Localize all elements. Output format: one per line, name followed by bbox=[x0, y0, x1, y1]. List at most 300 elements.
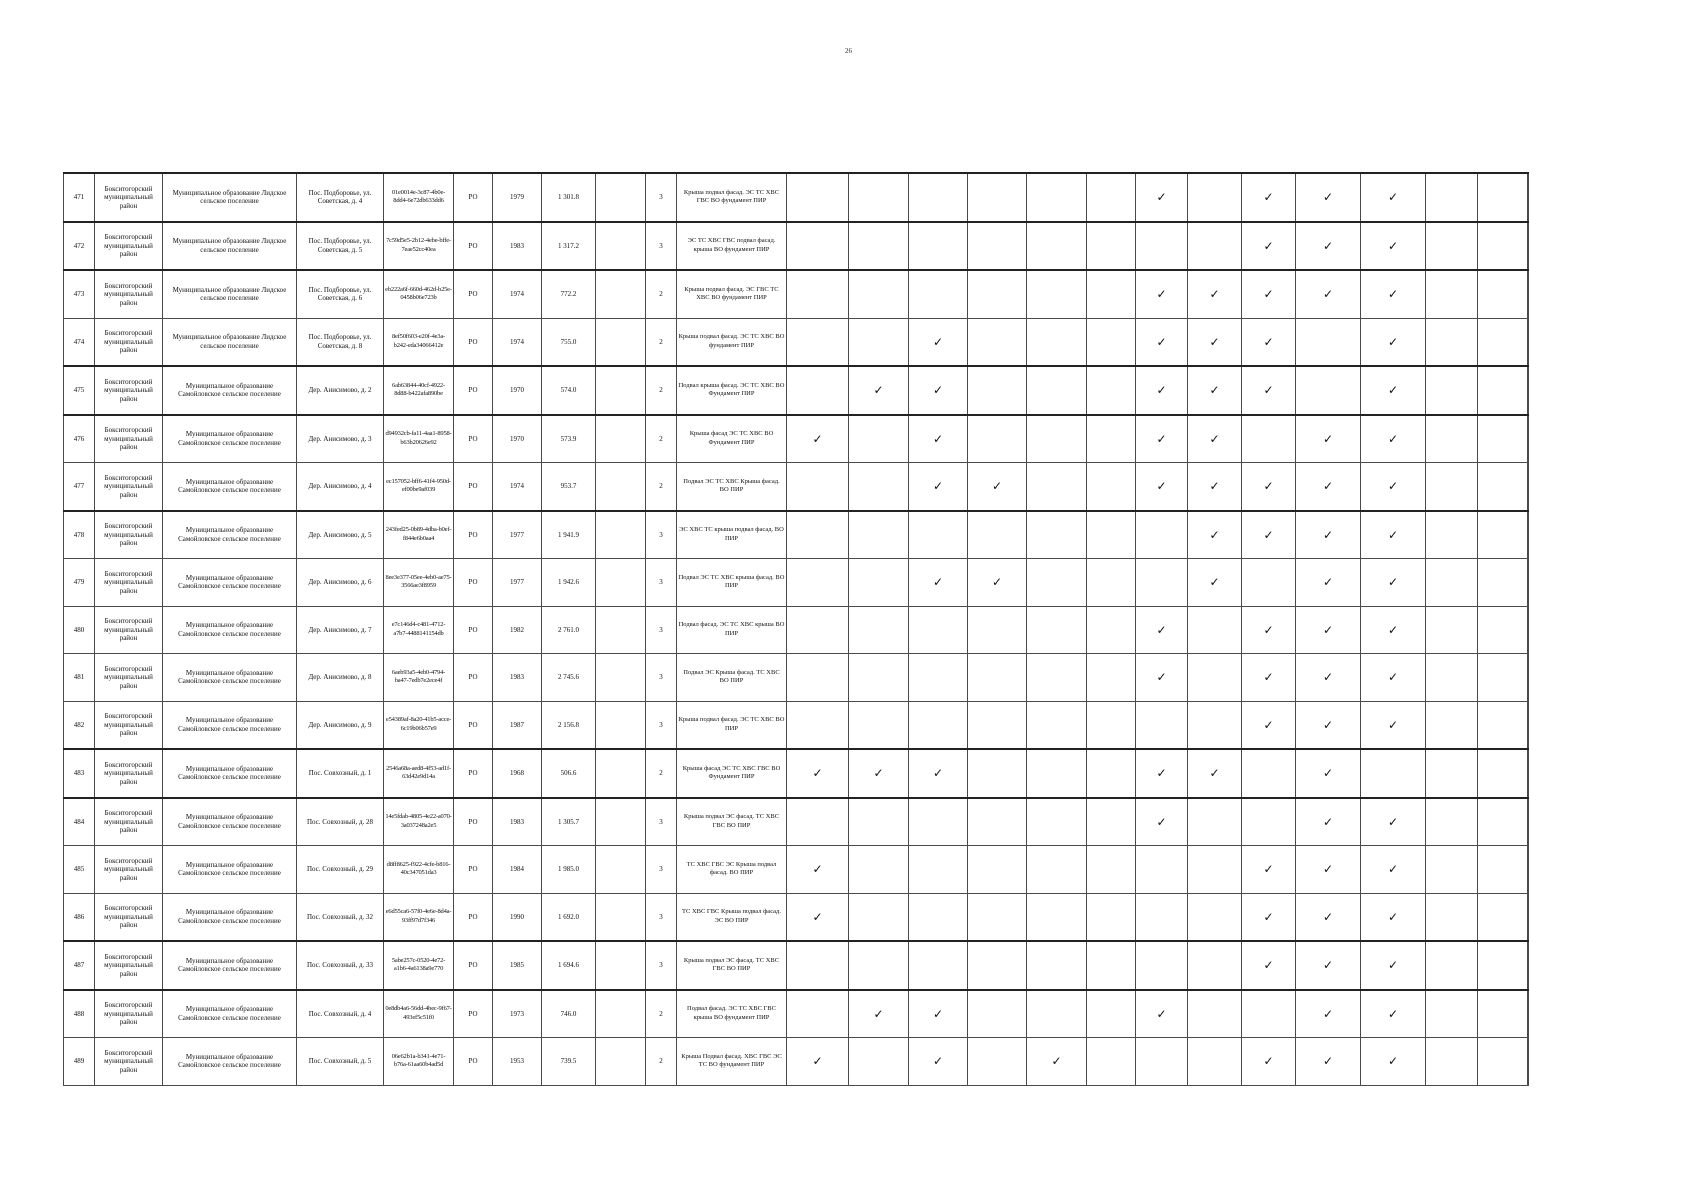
floors-cell: 3 bbox=[646, 798, 677, 846]
row-number-cell: 479 bbox=[64, 559, 95, 607]
district-cell: Бокситогорский муниципальный район bbox=[95, 173, 163, 222]
empty-check-cell bbox=[968, 846, 1027, 894]
empty-check-cell bbox=[968, 173, 1027, 222]
district-cell: Бокситогорский муниципальный район bbox=[95, 701, 163, 749]
empty-check-cell bbox=[1296, 318, 1361, 366]
checkmark-cell: ✓ bbox=[849, 990, 909, 1038]
checkmark-cell: ✓ bbox=[1242, 1038, 1296, 1086]
empty-check-cell bbox=[909, 941, 968, 990]
empty-check-cell bbox=[1478, 846, 1528, 894]
empty-check-cell bbox=[1528, 463, 1529, 511]
year-built-cell: 1970 bbox=[493, 415, 542, 463]
table-row bbox=[64, 1038, 1529, 1086]
floors-cell: 2 bbox=[646, 990, 677, 1038]
empty-check-cell bbox=[787, 559, 849, 607]
empty-check-cell bbox=[849, 846, 909, 894]
address-cell: Пос. Совхозный, д. 32 bbox=[297, 893, 384, 941]
empty-check-cell bbox=[849, 318, 909, 366]
empty-check-cell bbox=[787, 654, 849, 702]
empty-check-cell bbox=[909, 511, 968, 559]
checkmark-cell: ✓ bbox=[909, 415, 968, 463]
checkmark-cell: ✓ bbox=[1296, 990, 1361, 1038]
works-list-cell: ЭС ХВС ТС крыша подвал фасад. ВО ПИР bbox=[677, 511, 787, 559]
floors-cell: 2 bbox=[646, 318, 677, 366]
empty-check-cell bbox=[849, 606, 909, 654]
empty-check-cell bbox=[1027, 846, 1087, 894]
year-built-cell: 1987 bbox=[493, 701, 542, 749]
address-cell: Пос. Подборовье, ул. Советская, д. 5 bbox=[297, 222, 384, 271]
checkmark-cell: ✓ bbox=[1296, 654, 1361, 702]
empty-check-cell bbox=[968, 990, 1027, 1038]
empty-check-cell bbox=[1087, 222, 1136, 271]
empty-check-cell bbox=[1087, 415, 1136, 463]
empty-check-cell bbox=[1087, 463, 1136, 511]
empty-check-cell bbox=[1478, 701, 1528, 749]
empty-check-cell bbox=[787, 941, 849, 990]
checkmark-cell: ✓ bbox=[1361, 990, 1426, 1038]
empty-cell bbox=[596, 318, 646, 366]
checkmark-cell: ✓ bbox=[1188, 270, 1242, 318]
district-cell: Бокситогорский муниципальный район bbox=[95, 1038, 163, 1086]
works-list-cell: Крыша подвал фасад. ЭС ТС ХВС ГВС ВО фундамент ПИР bbox=[677, 173, 787, 222]
empty-check-cell bbox=[909, 893, 968, 941]
empty-check-cell bbox=[1426, 941, 1478, 990]
empty-check-cell bbox=[1087, 749, 1136, 798]
year-built-cell: 1973 bbox=[493, 990, 542, 1038]
ownership-cell: РО bbox=[454, 366, 493, 415]
works-list-cell: Крыша подвал ЭС фасад. ТС ХВС ГВС ВО ПИР bbox=[677, 941, 787, 990]
house-id-cell: eb222a6f-660d-462d-b25e-0458b06e723b bbox=[384, 270, 454, 318]
empty-check-cell bbox=[1027, 511, 1087, 559]
empty-check-cell bbox=[1087, 270, 1136, 318]
floors-cell: 3 bbox=[646, 846, 677, 894]
empty-check-cell bbox=[968, 1038, 1027, 1086]
empty-check-cell bbox=[1242, 990, 1296, 1038]
municipality-cell: Муниципальное образование Самойловское сельское поселение bbox=[163, 990, 297, 1038]
row-number-cell: 480 bbox=[64, 606, 95, 654]
empty-check-cell bbox=[1027, 990, 1087, 1038]
checkmark-cell: ✓ bbox=[1242, 463, 1296, 511]
address-cell: Пос. Совхозный, д. 28 bbox=[297, 798, 384, 846]
empty-cell bbox=[596, 941, 646, 990]
floors-cell: 2 bbox=[646, 463, 677, 511]
checkmark-cell: ✓ bbox=[968, 559, 1027, 607]
empty-check-cell bbox=[849, 463, 909, 511]
district-cell: Бокситогорский муниципальный район bbox=[95, 415, 163, 463]
empty-check-cell bbox=[1478, 798, 1528, 846]
empty-check-cell bbox=[1027, 463, 1087, 511]
empty-check-cell bbox=[849, 893, 909, 941]
district-cell: Бокситогорский муниципальный район bbox=[95, 222, 163, 271]
ownership-cell: РО bbox=[454, 173, 493, 222]
district-cell: Бокситогорский муниципальный район bbox=[95, 559, 163, 607]
works-list-cell: ЭС ТС ХВС ГВС подвал фасад. крыша ВО фундамент ПИР bbox=[677, 222, 787, 271]
ownership-cell: РО bbox=[454, 798, 493, 846]
empty-check-cell bbox=[1188, 798, 1242, 846]
empty-check-cell bbox=[1027, 366, 1087, 415]
year-built-cell: 1974 bbox=[493, 270, 542, 318]
year-built-cell: 1983 bbox=[493, 222, 542, 271]
empty-check-cell bbox=[968, 941, 1027, 990]
checkmark-cell: ✓ bbox=[849, 749, 909, 798]
row-number-cell: 482 bbox=[64, 701, 95, 749]
checkmark-cell: ✓ bbox=[1296, 846, 1361, 894]
empty-check-cell bbox=[1188, 990, 1242, 1038]
checkmark-cell: ✓ bbox=[909, 559, 968, 607]
municipality-cell: Муниципальное образование Самойловское сельское поселение bbox=[163, 893, 297, 941]
checkmark-cell: ✓ bbox=[1296, 270, 1361, 318]
ownership-cell: РО bbox=[454, 893, 493, 941]
floors-cell: 3 bbox=[646, 893, 677, 941]
floors-cell: 3 bbox=[646, 606, 677, 654]
works-list-cell: ТС ХВС ГВС ЭС Крыша подвал фасад. ВО ПИР bbox=[677, 846, 787, 894]
address-cell: Дер. Анисимово, д. 8 bbox=[297, 654, 384, 702]
empty-check-cell bbox=[1478, 990, 1528, 1038]
empty-cell bbox=[596, 559, 646, 607]
empty-check-cell bbox=[1087, 1038, 1136, 1086]
checkmark-cell: ✓ bbox=[1361, 798, 1426, 846]
municipality-cell: Муниципальное образование Самойловское сельское поселение bbox=[163, 415, 297, 463]
empty-check-cell bbox=[1027, 270, 1087, 318]
table-row bbox=[64, 511, 1529, 559]
empty-check-cell bbox=[1478, 366, 1528, 415]
checkmark-cell: ✓ bbox=[968, 463, 1027, 511]
row-number-cell: 473 bbox=[64, 270, 95, 318]
empty-check-cell bbox=[1027, 173, 1087, 222]
empty-check-cell bbox=[1087, 559, 1136, 607]
house-id-cell: 01e0014e-3c87-4b0e-8dd4-6e72db633dd6 bbox=[384, 173, 454, 222]
checkmark-cell: ✓ bbox=[1242, 846, 1296, 894]
year-built-cell: 1968 bbox=[493, 749, 542, 798]
floors-cell: 3 bbox=[646, 559, 677, 607]
area-cell: 1 692.0 bbox=[542, 893, 596, 941]
checkmark-cell: ✓ bbox=[1361, 941, 1426, 990]
municipality-cell: Муниципальное образование Самойловское сельское поселение bbox=[163, 798, 297, 846]
empty-check-cell bbox=[1027, 701, 1087, 749]
checkmark-cell: ✓ bbox=[787, 893, 849, 941]
year-built-cell: 1990 bbox=[493, 893, 542, 941]
empty-check-cell bbox=[1478, 1038, 1528, 1086]
empty-check-cell bbox=[1478, 559, 1528, 607]
empty-check-cell bbox=[1528, 846, 1529, 894]
area-cell: 2 761.0 bbox=[542, 606, 596, 654]
checkmark-cell: ✓ bbox=[1242, 511, 1296, 559]
area-cell: 574.0 bbox=[542, 366, 596, 415]
works-list-cell: Крыша подвал фасад. ЭС ТС ХВС ВО фундамент ПИР bbox=[677, 318, 787, 366]
empty-check-cell bbox=[1087, 893, 1136, 941]
empty-check-cell bbox=[1426, 798, 1478, 846]
table-row bbox=[64, 318, 1529, 366]
municipality-cell: Муниципальное образование Самойловское сельское поселение bbox=[163, 559, 297, 607]
house-id-cell: 243fed25-0b89-4dba-b0ef-f844e6b0aa4 bbox=[384, 511, 454, 559]
empty-check-cell bbox=[1528, 1038, 1529, 1086]
checkmark-cell: ✓ bbox=[1361, 173, 1426, 222]
checkmark-cell: ✓ bbox=[909, 749, 968, 798]
ownership-cell: РО bbox=[454, 511, 493, 559]
checkmark-cell: ✓ bbox=[1296, 749, 1361, 798]
table-row bbox=[64, 654, 1529, 702]
empty-check-cell bbox=[1528, 511, 1529, 559]
checkmark-cell: ✓ bbox=[1136, 990, 1188, 1038]
empty-cell bbox=[596, 511, 646, 559]
empty-check-cell bbox=[1027, 654, 1087, 702]
empty-check-cell bbox=[968, 654, 1027, 702]
empty-check-cell bbox=[1426, 318, 1478, 366]
empty-check-cell bbox=[1426, 701, 1478, 749]
empty-check-cell bbox=[1136, 1038, 1188, 1086]
checkmark-cell: ✓ bbox=[1361, 415, 1426, 463]
house-id-cell: 14e5fdab-4805-4e22-a070-3a037248a2e5 bbox=[384, 798, 454, 846]
empty-check-cell bbox=[1136, 559, 1188, 607]
empty-cell bbox=[596, 990, 646, 1038]
house-id-cell: 2546a68a-aed8-4f53-ad1f-63d42e9d14a bbox=[384, 749, 454, 798]
works-list-cell: Крыша фасад ЭС ТС ХВС ВО Фундамент ПИР bbox=[677, 415, 787, 463]
checkmark-cell: ✓ bbox=[1296, 606, 1361, 654]
checkmark-cell: ✓ bbox=[1361, 654, 1426, 702]
area-cell: 2 156.8 bbox=[542, 701, 596, 749]
municipality-cell: Муниципальное образование Самойловское сельское поселение bbox=[163, 846, 297, 894]
row-number-cell: 471 bbox=[64, 173, 95, 222]
checkmark-cell: ✓ bbox=[787, 846, 849, 894]
empty-check-cell bbox=[1478, 941, 1528, 990]
floors-cell: 3 bbox=[646, 222, 677, 271]
area-cell: 1 941.9 bbox=[542, 511, 596, 559]
year-built-cell: 1983 bbox=[493, 798, 542, 846]
works-list-cell: Крыша Подвал фасад. ХВС ГВС ЭС ТС ВО фундамент ПИР bbox=[677, 1038, 787, 1086]
municipality-cell: Муниципальное образование Самойловское сельское поселение bbox=[163, 1038, 297, 1086]
checkmark-cell: ✓ bbox=[1296, 222, 1361, 271]
empty-check-cell bbox=[849, 415, 909, 463]
district-cell: Бокситогорский муниципальный район bbox=[95, 366, 163, 415]
table-row bbox=[64, 846, 1529, 894]
works-list-cell: Подвал ЭС ТС ХВС крыша фасад. ВО ПИР bbox=[677, 559, 787, 607]
address-cell: Дер. Анисимово, д. 2 bbox=[297, 366, 384, 415]
empty-check-cell bbox=[1528, 415, 1529, 463]
table-row bbox=[64, 941, 1529, 990]
checkmark-cell: ✓ bbox=[1242, 654, 1296, 702]
checkmark-cell: ✓ bbox=[1296, 941, 1361, 990]
address-cell: Дер. Анисимово, д. 9 bbox=[297, 701, 384, 749]
empty-check-cell bbox=[849, 511, 909, 559]
checkmark-cell: ✓ bbox=[1361, 222, 1426, 271]
municipality-cell: Муниципальное образование Самойловское сельское поселение bbox=[163, 463, 297, 511]
empty-check-cell bbox=[1027, 941, 1087, 990]
table-row bbox=[64, 222, 1529, 271]
municipality-cell: Муниципальное образование Самойловское сельское поселение bbox=[163, 941, 297, 990]
ownership-cell: РО bbox=[454, 749, 493, 798]
checkmark-cell: ✓ bbox=[1296, 511, 1361, 559]
empty-check-cell bbox=[787, 990, 849, 1038]
empty-check-cell bbox=[1188, 701, 1242, 749]
row-number-cell: 484 bbox=[64, 798, 95, 846]
checkmark-cell: ✓ bbox=[1136, 173, 1188, 222]
empty-check-cell bbox=[1188, 893, 1242, 941]
empty-check-cell bbox=[1027, 318, 1087, 366]
empty-check-cell bbox=[1528, 701, 1529, 749]
empty-check-cell bbox=[1136, 893, 1188, 941]
checkmark-cell: ✓ bbox=[1361, 701, 1426, 749]
checkmark-cell: ✓ bbox=[1188, 559, 1242, 607]
empty-check-cell bbox=[1188, 654, 1242, 702]
empty-check-cell bbox=[1027, 798, 1087, 846]
checkmark-cell: ✓ bbox=[1296, 1038, 1361, 1086]
house-id-cell: 5abe257c-0520-4e72-a1b6-4a6138a9e770 bbox=[384, 941, 454, 990]
empty-check-cell bbox=[1087, 701, 1136, 749]
empty-check-cell bbox=[1188, 222, 1242, 271]
checkmark-cell: ✓ bbox=[1296, 701, 1361, 749]
checkmark-cell: ✓ bbox=[1136, 366, 1188, 415]
row-number-cell: 483 bbox=[64, 749, 95, 798]
empty-check-cell bbox=[1528, 990, 1529, 1038]
checkmark-cell: ✓ bbox=[909, 463, 968, 511]
checkmark-cell: ✓ bbox=[1188, 511, 1242, 559]
floors-cell: 3 bbox=[646, 511, 677, 559]
empty-check-cell bbox=[1426, 415, 1478, 463]
empty-check-cell bbox=[1188, 606, 1242, 654]
ownership-cell: РО bbox=[454, 846, 493, 894]
empty-check-cell bbox=[909, 798, 968, 846]
year-built-cell: 1982 bbox=[493, 606, 542, 654]
empty-check-cell bbox=[787, 222, 849, 271]
empty-check-cell bbox=[1528, 559, 1529, 607]
address-cell: Пос. Подборовье, ул. Советская, д. 6 bbox=[297, 270, 384, 318]
empty-check-cell bbox=[1478, 463, 1528, 511]
empty-check-cell bbox=[1528, 749, 1529, 798]
empty-check-cell bbox=[968, 511, 1027, 559]
empty-cell bbox=[596, 463, 646, 511]
empty-cell bbox=[596, 1038, 646, 1086]
municipality-cell: Муниципальное образование Лидское сельское поселение bbox=[163, 222, 297, 271]
area-cell: 739.5 bbox=[542, 1038, 596, 1086]
checkmark-cell: ✓ bbox=[849, 366, 909, 415]
empty-check-cell bbox=[909, 846, 968, 894]
empty-cell bbox=[596, 173, 646, 222]
area-cell: 772.2 bbox=[542, 270, 596, 318]
empty-check-cell bbox=[1027, 606, 1087, 654]
checkmark-cell: ✓ bbox=[1136, 654, 1188, 702]
district-cell: Бокситогорский муниципальный район bbox=[95, 270, 163, 318]
area-cell: 2 745.6 bbox=[542, 654, 596, 702]
empty-check-cell bbox=[1136, 701, 1188, 749]
checkmark-cell: ✓ bbox=[1361, 846, 1426, 894]
district-cell: Бокситогорский муниципальный район bbox=[95, 606, 163, 654]
empty-check-cell bbox=[1478, 893, 1528, 941]
empty-cell bbox=[596, 606, 646, 654]
empty-check-cell bbox=[968, 893, 1027, 941]
house-id-cell: ec157052-bff6-41f4-950d-ef00be9af039 bbox=[384, 463, 454, 511]
district-cell: Бокситогорский муниципальный район bbox=[95, 318, 163, 366]
house-id-cell: 6ab63844-40cf-4922-8d88-b422afa890be bbox=[384, 366, 454, 415]
house-id-cell: 7c59d5e5-2b12-4ebe-bffe-7eae52cc40ea bbox=[384, 222, 454, 271]
checkmark-cell: ✓ bbox=[1242, 222, 1296, 271]
area-cell: 746.0 bbox=[542, 990, 596, 1038]
empty-check-cell bbox=[968, 606, 1027, 654]
house-id-cell: 8ef50f603-e20f-4e3a-b242-eda34066412e bbox=[384, 318, 454, 366]
empty-check-cell bbox=[1426, 463, 1478, 511]
checkmark-cell: ✓ bbox=[1296, 463, 1361, 511]
row-number-cell: 488 bbox=[64, 990, 95, 1038]
floors-cell: 2 bbox=[646, 749, 677, 798]
empty-check-cell bbox=[1426, 846, 1478, 894]
empty-check-cell bbox=[1478, 654, 1528, 702]
house-id-cell: 06e62b1a-b341-4e71-b76a-61aa60b4ad5d bbox=[384, 1038, 454, 1086]
ownership-cell: РО bbox=[454, 654, 493, 702]
house-id-cell: 6aeb93a5-4eb0-4794-ba47-7edb7e2ece4f bbox=[384, 654, 454, 702]
empty-check-cell bbox=[849, 654, 909, 702]
area-cell: 1 942.6 bbox=[542, 559, 596, 607]
checkmark-cell: ✓ bbox=[1136, 749, 1188, 798]
row-number-cell: 489 bbox=[64, 1038, 95, 1086]
area-cell: 1 317.2 bbox=[542, 222, 596, 271]
house-id-cell: 8ee3e377-05ee-4eb0-ae75-3566ae3f8959 bbox=[384, 559, 454, 607]
empty-check-cell bbox=[1478, 270, 1528, 318]
row-number-cell: 486 bbox=[64, 893, 95, 941]
row-number-cell: 478 bbox=[64, 511, 95, 559]
ownership-cell: РО bbox=[454, 318, 493, 366]
empty-check-cell bbox=[1528, 606, 1529, 654]
municipality-cell: Муниципальное образование Самойловское сельское поселение bbox=[163, 654, 297, 702]
ownership-cell: РО bbox=[454, 941, 493, 990]
works-list-cell: Крыша подвал фасад. ЭС ТС ХВС ВО ПИР bbox=[677, 701, 787, 749]
table-row bbox=[64, 270, 1529, 318]
address-cell: Пос. Совхозный, д. 5 bbox=[297, 1038, 384, 1086]
empty-check-cell bbox=[1528, 798, 1529, 846]
checkmark-cell: ✓ bbox=[1188, 463, 1242, 511]
year-built-cell: 1984 bbox=[493, 846, 542, 894]
empty-cell bbox=[596, 846, 646, 894]
empty-check-cell bbox=[1087, 366, 1136, 415]
empty-cell bbox=[596, 798, 646, 846]
works-list-cell: Крыша подвал ЭС фасад. ТС ХВС ГВС ВО ПИР bbox=[677, 798, 787, 846]
page-number: 26 bbox=[845, 47, 852, 55]
empty-check-cell bbox=[968, 749, 1027, 798]
house-id-cell: d8ff8625-f922-4cfe-b816-40c347051da3 bbox=[384, 846, 454, 894]
empty-check-cell bbox=[1528, 318, 1529, 366]
empty-check-cell bbox=[1087, 654, 1136, 702]
empty-cell bbox=[596, 366, 646, 415]
empty-check-cell bbox=[1528, 654, 1529, 702]
empty-check-cell bbox=[1426, 893, 1478, 941]
empty-check-cell bbox=[909, 270, 968, 318]
registry-body bbox=[64, 173, 1529, 1085]
empty-check-cell bbox=[968, 222, 1027, 271]
empty-check-cell bbox=[1296, 366, 1361, 415]
empty-check-cell bbox=[1528, 366, 1529, 415]
checkmark-cell: ✓ bbox=[1361, 463, 1426, 511]
empty-check-cell bbox=[849, 941, 909, 990]
empty-cell bbox=[596, 654, 646, 702]
empty-check-cell bbox=[1087, 990, 1136, 1038]
empty-check-cell bbox=[1087, 318, 1136, 366]
table-row bbox=[64, 798, 1529, 846]
ownership-cell: РО bbox=[454, 222, 493, 271]
empty-check-cell bbox=[1478, 749, 1528, 798]
empty-check-cell bbox=[787, 798, 849, 846]
empty-check-cell bbox=[1027, 222, 1087, 271]
row-number-cell: 477 bbox=[64, 463, 95, 511]
checkmark-cell: ✓ bbox=[1361, 559, 1426, 607]
row-number-cell: 481 bbox=[64, 654, 95, 702]
empty-check-cell bbox=[1478, 415, 1528, 463]
checkmark-cell: ✓ bbox=[1242, 941, 1296, 990]
empty-check-cell bbox=[1188, 1038, 1242, 1086]
empty-check-cell bbox=[1426, 222, 1478, 271]
empty-check-cell bbox=[1136, 846, 1188, 894]
ownership-cell: РО bbox=[454, 990, 493, 1038]
works-list-cell: Подвал ЭС ТС ХВС Крыша фасад. ВО ПИР bbox=[677, 463, 787, 511]
municipality-cell: Муниципальное образование Самойловское сельское поселение bbox=[163, 749, 297, 798]
address-cell: Дер. Анисимово, д. 4 bbox=[297, 463, 384, 511]
